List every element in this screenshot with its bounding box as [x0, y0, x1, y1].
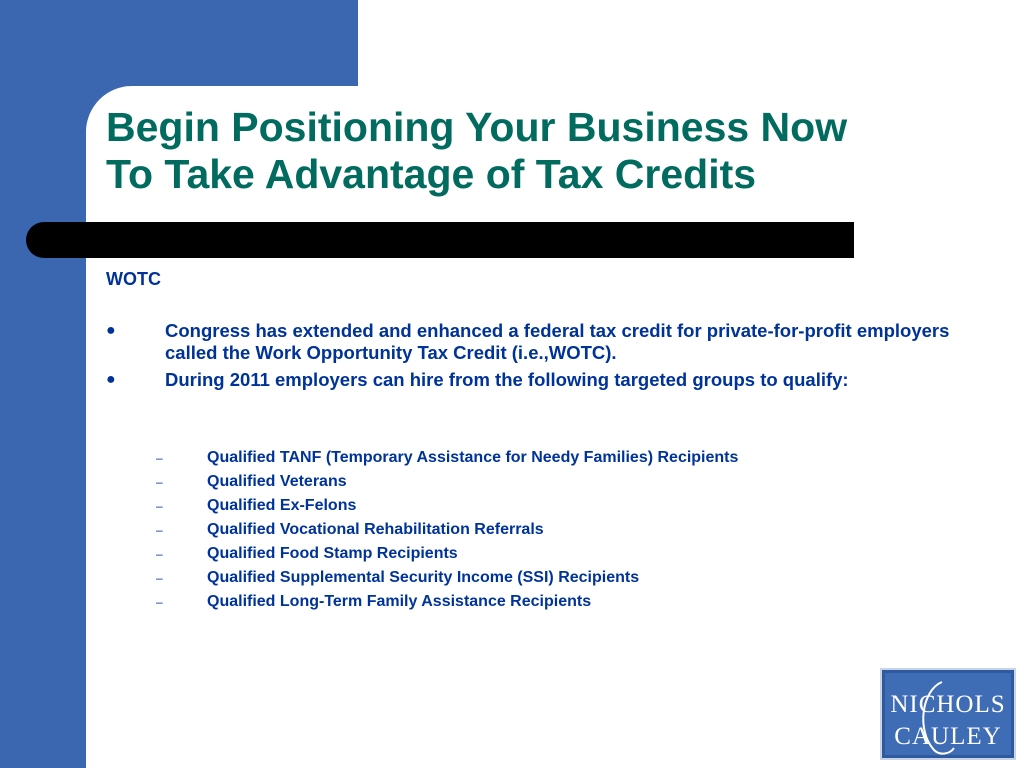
logo-graphic: [882, 670, 1014, 758]
sub-item: [156, 494, 976, 518]
sub-bullet-list: [156, 446, 976, 614]
sub-marker: –: [156, 547, 163, 561]
bullet-text: During 2011 employers can hire from the following targeted groups to qualify:: [165, 369, 849, 390]
sub-marker: –: [156, 451, 163, 465]
sub-marker: –: [156, 571, 163, 585]
logo-line-1: NICHOLS: [890, 691, 1006, 718]
sub-item-text: Qualified TANF (Temporary Assistance for Needy Families) Recipients: [207, 449, 739, 466]
sub-item-text: Qualified Food Stamp Recipients: [207, 545, 458, 562]
sub-item-text: Qualified Vocational Rehabilitation Referrals: [207, 521, 544, 538]
sub-item: [156, 446, 976, 470]
sub-marker: –: [156, 523, 163, 537]
sub-item-text: Qualified Supplemental Security Income (SSI) Recipients: [207, 569, 640, 586]
sub-item: [156, 566, 976, 590]
title-line-2: To Take Advantage of Tax Credits: [106, 151, 757, 197]
logo-line-2: CAULEY: [894, 723, 1002, 750]
bullet-marker: ●: [106, 371, 116, 388]
sub-marker: –: [156, 595, 163, 609]
sub-item: [156, 470, 976, 494]
sub-item: [156, 590, 976, 614]
bullet-list: [106, 320, 966, 396]
bullet-item: [106, 369, 966, 391]
sub-item-text: Qualified Ex-Felons: [207, 497, 357, 514]
section-label: WOTC: [106, 269, 161, 289]
sub-item-text: Qualified Veterans: [207, 473, 347, 490]
bullet-marker: ●: [106, 322, 116, 339]
sub-marker: –: [156, 499, 163, 513]
sub-marker: –: [156, 475, 163, 489]
sub-item: [156, 542, 976, 566]
bullet-text: Congress has extended and enhanced a federal tax credit for private-for-profit employers called the Work Opportunity Tax Credit (i.e.,WOTC).: [165, 320, 950, 363]
company-logo: [880, 668, 1016, 760]
sub-item-text: Qualified Long-Term Family Assistance Recipients: [207, 593, 592, 610]
slide-title: [106, 104, 986, 198]
title-rule-bar: [26, 222, 854, 258]
title-line-1: Begin Positioning Your Business Now: [106, 104, 848, 150]
sub-item: [156, 518, 976, 542]
bullet-item: [106, 320, 966, 364]
